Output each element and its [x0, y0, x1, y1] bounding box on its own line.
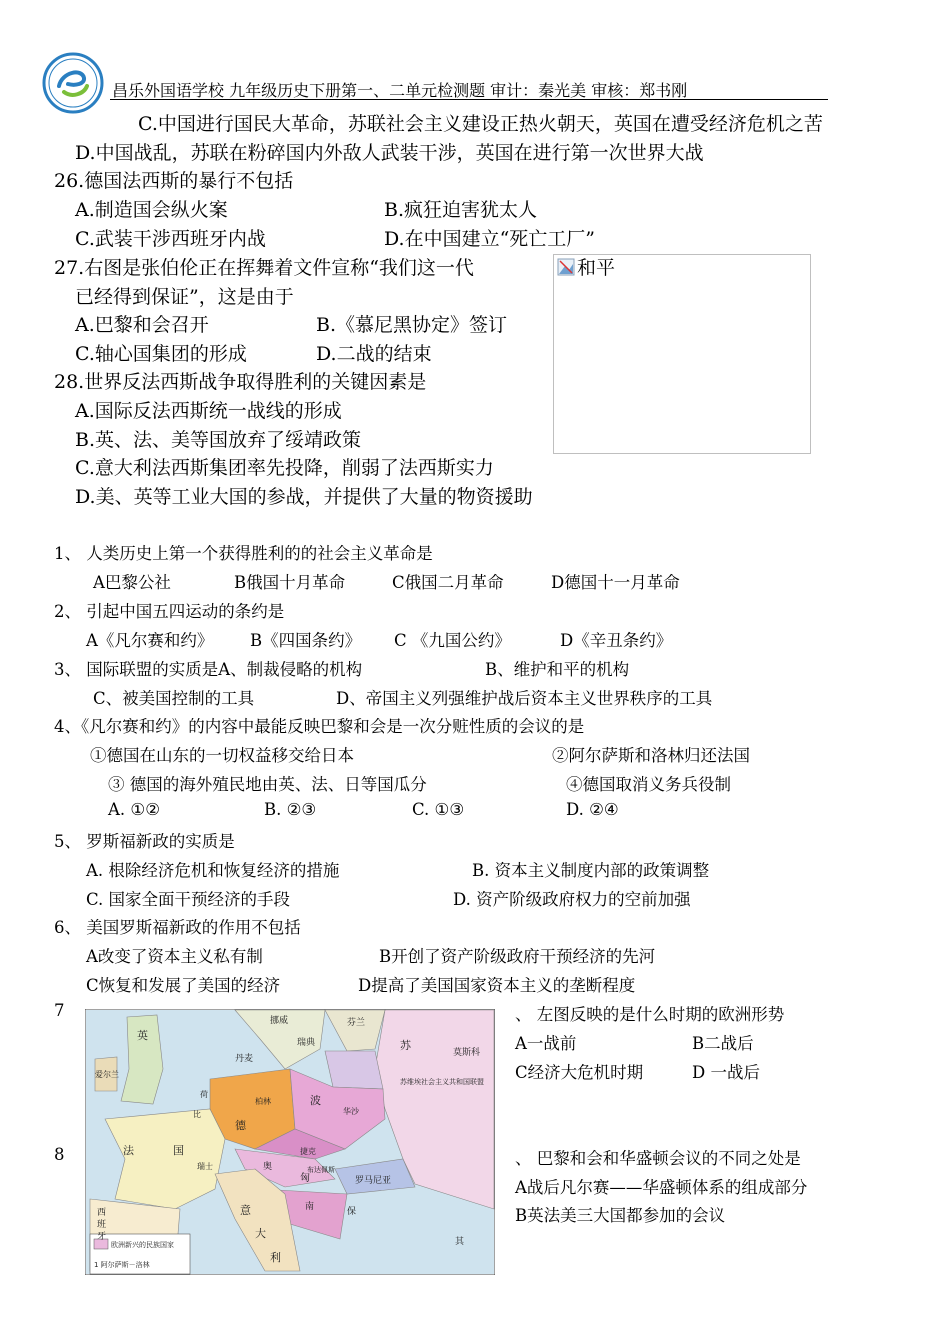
map-label: 芬兰 [347, 1018, 366, 1028]
q27-option-a: A.巴黎和会召开 [75, 314, 209, 336]
school-logo [42, 52, 104, 114]
map-label: 匈 [300, 1173, 310, 1184]
q4-stem: 4、《凡尔赛和约》的内容中最能反映巴黎和会是一次分赃性质的会议的是 [54, 717, 585, 736]
q1-option-b: B俄国十月革命 [234, 573, 346, 592]
q1-option-d: D德国十一月革命 [551, 573, 680, 592]
map-legend-note: 1 阿尔萨斯－洛林 [94, 1261, 150, 1269]
q25-option-c: C.中国进行国民大革命，苏联社会主义建设正热火朝天，英国在遭受经济危机之苦 [138, 113, 823, 135]
q3-option-d: D、帝国主义列强维护战后资本主义世界秩序的工具 [336, 689, 713, 708]
map-legend-label: 欧洲新兴的民族国家 [111, 1241, 174, 1249]
q7-option-b: B二战后 [692, 1034, 754, 1053]
q7-option-a: A一战前 [515, 1034, 577, 1053]
q4-item-3: ③ 德国的海外殖民地由英、法、日等国瓜分 [108, 775, 427, 794]
map-label: 利 [270, 1251, 281, 1264]
q6-option-b: B开创了资产阶级政府干预经济的先河 [379, 947, 656, 966]
q27-option-c: C.轴心国集团的形成 [75, 343, 247, 365]
q8-stem: 、 巴黎和会和华盛顿会议的不同之处是 [515, 1149, 801, 1168]
q27-stem-line2: 已经得到保证”，这是由于 [75, 286, 294, 308]
map-label: 英 [137, 1029, 148, 1042]
map-label: 瑞典 [297, 1038, 316, 1048]
q5-option-d: D. 资产阶级政府权力的空前加强 [453, 890, 691, 909]
q4-option-b: B. ②③ [264, 800, 317, 819]
q4-option-a: A. ①② [108, 800, 160, 819]
header-rule [110, 99, 828, 100]
q28-option-d: D.美、英等工业大国的参战，并提供了大量的物资援助 [75, 486, 533, 508]
q3-stem: 3、 国际联盟的实质是A、制裁侵略的机构 [54, 660, 363, 679]
document-header: 昌乐外国语学校 九年级历史下册第一、二单元检测题 审计：秦光美 审核：郑书刚 [112, 81, 688, 100]
map-label: 意 [240, 1204, 251, 1217]
q6-option-a: A改变了资本主义私有制 [86, 947, 263, 966]
q1-stem: 1、 人类历史上第一个获得胜利的的社会主义革命是 [54, 544, 433, 563]
map-label: 柏林 [255, 1097, 271, 1106]
q7-option-c: C经济大危机时期 [515, 1063, 644, 1082]
q27-option-d: D.二战的结束 [316, 343, 432, 365]
map-label: 其 [455, 1237, 465, 1247]
q6-stem: 6、 美国罗斯福新政的作用不包括 [54, 918, 301, 937]
q4-item-1: ①德国在山东的一切权益移交给日本 [90, 746, 354, 765]
q28-option-c: C.意大利法西斯集团率先投降，削弱了法西斯实力 [75, 457, 494, 479]
q1-option-c: C俄国二月革命 [392, 573, 504, 592]
q8-number: 8 [54, 1145, 65, 1164]
q5-option-c: C. 国家全面干预经济的手段 [86, 890, 291, 909]
map-label: 国 [173, 1144, 184, 1157]
map-label: 爱尔兰 [95, 1070, 119, 1079]
image-placeholder [553, 254, 811, 454]
q2-option-a: A《凡尔赛和约》 [86, 631, 214, 650]
broken-image-icon [557, 258, 575, 276]
q7-number: 7 [54, 1001, 65, 1020]
q26-option-c: C.武装干涉西班牙内战 [75, 228, 266, 250]
q4-option-d: D. ②④ [566, 800, 619, 819]
map-label: 法 [123, 1144, 134, 1157]
q26-option-d: D.在中国建立“死亡工厂” [384, 228, 596, 250]
q2-stem: 2、 引起中国五四运动的条约是 [54, 602, 285, 621]
q4-item-2: ②阿尔萨斯和洛林归还法国 [552, 746, 750, 765]
q25-option-d: D.中国战乱，苏联在粉碎国内外敌人武装干涉，英国在进行第一次世界大战 [75, 142, 704, 164]
q28-stem: 28.世界反法西斯战争取得胜利的关键因素是 [54, 371, 427, 393]
map-label: 西 [97, 1208, 107, 1218]
q27-option-b: B.《慕尼黑协定》签订 [316, 314, 508, 336]
q4-option-c: C. ①③ [412, 800, 465, 819]
map-label: 荷 [200, 1090, 208, 1099]
map-label: 比 [193, 1110, 201, 1119]
q6-option-d: D提高了美国国家资本主义的垄断程度 [358, 976, 636, 995]
map-label: 南 [305, 1202, 315, 1212]
map-label: 瑞士 [197, 1162, 213, 1171]
map-label: 德 [235, 1119, 246, 1132]
q26-option-b: B.疯狂迫害犹太人 [384, 199, 538, 221]
map-label: 牙 [97, 1232, 107, 1242]
map-label: 班 [97, 1220, 107, 1230]
map-label: 布达佩斯 [307, 1166, 335, 1174]
q1-option-a: A巴黎公社 [93, 573, 171, 592]
q2-option-c: C 《九国公约》 [394, 631, 511, 650]
map-label: 苏维埃社会主义共和国联盟 [400, 1078, 484, 1086]
q28-option-a: A.国际反法西斯统一战线的形成 [75, 400, 342, 422]
q5-option-a: A. 根除经济危机和恢复经济的措施 [86, 861, 340, 880]
q6-option-c: C恢复和发展了美国的经济 [86, 976, 281, 995]
map-label: 罗马尼亚 [355, 1176, 392, 1186]
q26-option-a: A.制造国会纵火案 [75, 199, 228, 221]
map-label: 保 [347, 1207, 357, 1217]
map-label: 奥 [263, 1162, 273, 1172]
map-label: 苏 [400, 1039, 411, 1052]
q28-option-b: B.英、法、美等国放弃了绥靖政策 [75, 429, 362, 451]
q27-stem-line1: 27.右图是张伯伦正在挥舞着文件宣称“我们这一代 [54, 257, 474, 279]
q26-stem: 26.德国法西斯的暴行不包括 [54, 170, 294, 192]
map-label: 挪威 [270, 1016, 289, 1026]
map-label: 捷克 [300, 1147, 316, 1156]
europe-map [85, 1009, 495, 1275]
map-label: 华沙 [343, 1107, 359, 1116]
q8-option-a: A战后凡尔赛——华盛顿体系的组成部分 [515, 1178, 808, 1197]
map-label: 波 [310, 1094, 321, 1107]
q5-stem: 5、 罗斯福新政的实质是 [54, 832, 235, 851]
q2-option-d: D《辛丑条约》 [560, 631, 673, 650]
q4-item-4: ④德国取消义务兵役制 [566, 775, 731, 794]
q7-option-d: D 一战后 [692, 1063, 760, 1082]
map-label: 莫斯科 [453, 1048, 481, 1058]
q8-option-b: B英法美三大国都参加的会议 [515, 1206, 726, 1225]
map-label: 丹麦 [235, 1054, 254, 1064]
q7-stem: 、 左图反映的是什么时期的欧洲形势 [515, 1005, 785, 1024]
q27-stem-line1-end: 和平 [577, 257, 616, 279]
q3-option-c: C、被美国控制的工具 [93, 689, 255, 708]
map-label: 大 [255, 1227, 266, 1240]
q2-option-b: B《四国条约》 [250, 631, 362, 650]
q3-option-b: B、维护和平的机构 [485, 660, 630, 679]
q5-option-b: B. 资本主义制度内部的政策调整 [472, 861, 710, 880]
